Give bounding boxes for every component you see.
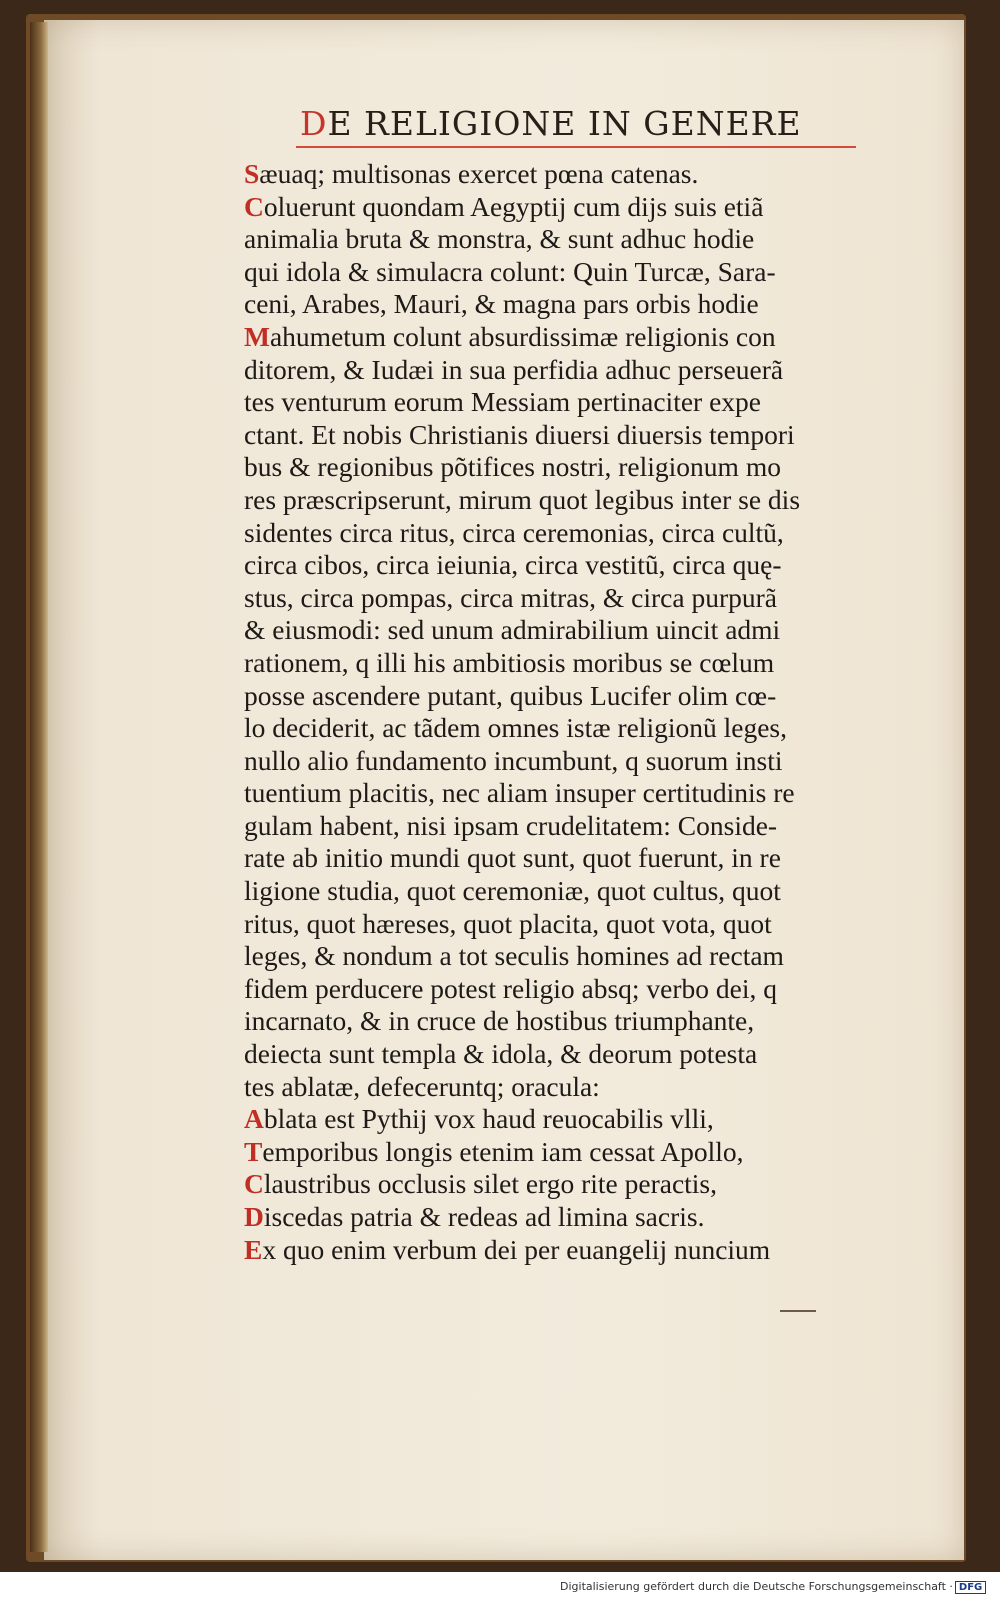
line-text: deiecta sunt templa & idola, & deorum potesta [244,1038,758,1070]
line-text: ritus, quot hæreses, quot placita, quot vota, quot [244,907,772,939]
line-text: leges, & nondum a tot seculis homines ad rectam [244,940,784,972]
line-text: iscedas patria & redeas ad limina sacris. [263,1201,705,1232]
line-text: laustribus occlusis silet ergo rite peractis, [263,1168,718,1200]
line-text: tes venturum eorum Messiam pertinaciter expe [244,386,761,418]
line-text: ctant. Et nobis Christianis diuersi diuersis tempori [244,418,795,450]
text-line [244,256,916,289]
line-text: ligione studia, quot ceremoniæ, quot cultus, quot [244,875,781,907]
line-text: oluerunt quondam Aegyptij cum dijs suis etiã [263,190,764,222]
line-text: posse ascendere putant, quibus Lucifer olim cœ- [244,679,777,711]
line-text: stus, circa pompas, circa mitras, & circa purpurã [244,581,777,613]
rubricated-initial: S [244,158,260,189]
rubricated-initial: M [244,320,270,352]
line-text: qui idola & simulacra colunt: Quin Turcæ, Sara- [244,255,776,287]
text-line [244,354,916,387]
line-text: bus & regionibus põtifices nostri, religionum mo [244,451,781,483]
text-line [244,875,916,908]
line-text: ditorem, & Iudæi in sua perfidia adhuc perseuerã [244,353,784,385]
line-text: ahumetum colunt absurdissimæ religionis con [269,320,776,352]
line-text: ceni, Arabes, Mauri, & magna pars orbis hodie [244,288,759,320]
rubricated-initial: D [244,1201,264,1232]
text-line [244,680,916,713]
line-text: sidentes circa ritus, circa ceremonias, circa cultũ, [244,516,784,548]
header-rubric-initial: D [300,104,328,143]
text-line [244,419,916,452]
text-line [244,1038,916,1071]
text-line [244,582,916,615]
line-text: æuaq; multisonas exercet pœna catenas. [259,158,699,189]
text-line [244,223,916,256]
text-line [244,908,916,941]
text-line [244,1103,916,1136]
line-text: rationem, q illi his ambitiosis moribus se cœlum [244,646,775,678]
text-line [244,777,916,810]
header-title: E RELIGIONE IN GENERE [327,104,802,143]
running-header [300,104,860,148]
text-line [244,940,916,973]
line-text: incarnato, & in cruce de hostibus triumphante, [244,1005,755,1037]
text-line [244,484,916,517]
header-underline [296,146,856,148]
text-line [244,386,916,419]
text-line [244,1071,916,1104]
book-spine [30,22,48,1552]
text-line [244,288,916,321]
text-line [244,158,916,191]
dfg-logo: DFG [955,1581,986,1594]
line-text: blata est Pythij vox haud reuocabilis vlli, [263,1103,714,1135]
text-line [244,1234,916,1267]
text-line [244,745,916,778]
line-text: lo deciderit, ac tãdem omnes istæ religionũ leges, [244,712,787,744]
text-line [244,451,916,484]
text-line [244,321,916,354]
line-text: emporibus longis etenim iam cessat Apollo, [262,1135,744,1167]
line-text: tuentium placitis, nec aliam insuper certitudinis re [244,777,795,809]
text-line [244,1168,916,1201]
line-text: x quo enim verbum dei per euangelij nuncium [262,1233,771,1265]
text-line [244,1201,916,1234]
text-line [244,973,916,1006]
rubricated-initial: E [244,1233,263,1265]
line-text: & eiusmodi: sed unum admirabilium uincit admi [244,614,781,646]
line-text: animalia bruta & monstra, & sunt adhuc hodie [244,223,755,255]
text-line [244,549,916,582]
rubricated-initial: C [244,1168,264,1200]
line-text: tes ablatæ, defeceruntq; oracula: [244,1070,600,1102]
line-text: fidem perducere potest religio absq; verbo dei, q [244,972,778,1004]
credit-text: Digitalisierung gefördert durch die Deutsche Forschungsgemeinschaft · [560,1580,953,1593]
line-text: nullo alio fundamento incumbunt, q suorum insti [244,744,783,776]
text-line [244,191,916,224]
text-line [244,614,916,647]
text-line [244,647,916,680]
text-line [244,1005,916,1038]
text-line [244,1136,916,1169]
digitization-credit [560,1580,983,1600]
line-text: gulam habent, nisi ipsam crudelitatem: Conside- [244,809,778,841]
text-line [244,810,916,843]
line-text: circa cibos, circa ieiunia, circa vestitũ, circa quę- [244,549,782,581]
text-block [244,158,916,1266]
text-line [244,712,916,745]
rubricated-initial: C [244,190,264,222]
text-line [244,517,916,550]
text-line [244,842,916,875]
rubricated-initial: A [244,1103,264,1135]
line-text: rate ab initio mundi quot sunt, quot fuerunt, in re [244,842,781,874]
line-text: res præscripserunt, mirum quot legibus inter se dis [244,483,801,515]
page-edge-mark [780,1310,816,1312]
rubricated-initial: T [244,1135,263,1167]
